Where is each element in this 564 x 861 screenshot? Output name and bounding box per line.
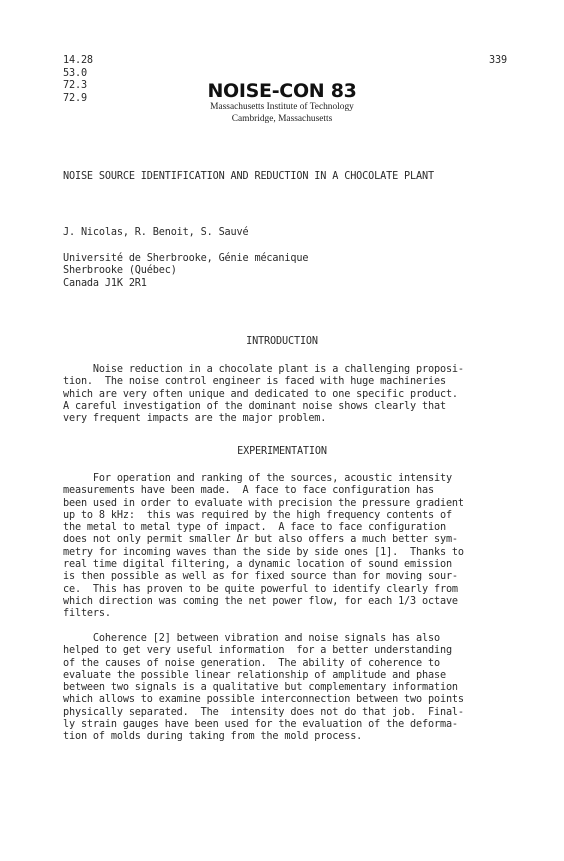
experimentation-paragraph-1 [63, 473, 513, 621]
paper-title: NOISE SOURCE IDENTIFICATION AND REDUCTION IN A CHOCOLATE PLANT [63, 171, 434, 182]
paper-authors: J. Nicolas, R. Benoit, S. Sauvé [63, 227, 249, 238]
class-code: 72.3 [63, 80, 87, 91]
text-line: ly strain gauges have been used for the evaluation of the deforma- [63, 719, 458, 731]
text-line: which direction was coming the net power flow, for each 1/3 octave [63, 595, 458, 607]
text-line: up to 8 kHz: this was required by the high frequency contents of [63, 509, 452, 521]
conference-location: Cambridge, Massachusetts [231, 113, 333, 124]
text-line: tion. The noise control engineer is faced with huge machineries [63, 376, 446, 388]
section-heading-introduction: INTRODUCTION [246, 336, 318, 347]
text-line: of the causes of noise generation. The ability of coherence to [63, 657, 440, 669]
conference-header [0, 80, 564, 125]
class-code: 14.28 [63, 55, 93, 66]
text-line: been used in order to evaluate with precision the pressure gradient [63, 497, 464, 509]
class-code: 72.9 [63, 92, 87, 104]
text-line: is then possible as well as for fixed source than for moving sour- [63, 571, 458, 583]
conference-institution: Massachusetts Institute of Technology [210, 102, 354, 112]
conference-title: NOISE-CON 83 [207, 80, 357, 102]
text-line: ce. This has proven to be quite powerful to identify clearly from [63, 583, 458, 595]
text-line: For operation and ranking of the sources, acoustic intensity [63, 473, 452, 484]
affiliation-line: Canada J1K 2R1 [63, 277, 147, 289]
experimentation-paragraph-2 [63, 633, 513, 744]
text-line: which are very often unique and dedicated to one specific product. [63, 388, 458, 400]
section-heading-experimentation: EXPERIMENTATION [237, 446, 327, 457]
text-line: filters. [63, 608, 111, 620]
text-line: tion of molds during taking from the mold process. [63, 731, 363, 743]
text-line: physically separated. The intensity does not do that job. Final- [63, 706, 464, 718]
affiliation-line: Sherbrooke (Québec) [63, 265, 177, 277]
text-line: measurements have been made. A face to face configuration has [63, 485, 434, 497]
text-line: A careful investigation of the dominant noise shows clearly that [63, 400, 446, 412]
text-line: helped to get very useful information for a better understanding [63, 645, 452, 657]
affiliation-line: Université de Sherbrooke, Génie mécanique [63, 253, 309, 264]
page-number: 339 [489, 55, 507, 66]
text-line: evaluate the possible linear relationship of amplitude and phase [63, 669, 446, 681]
text-line: very frequent impacts are the major problem. [63, 413, 327, 425]
text-line: which allows to examine possible interconnection between two points [63, 694, 464, 706]
text-line: between two signals is a qualitative but complementary information [63, 682, 458, 694]
text-line: Noise reduction in a chocolate plant is a challenging proposi- [63, 364, 464, 375]
introduction-paragraph [63, 364, 513, 425]
class-code: 53.0 [63, 67, 87, 79]
text-line: Coherence [2] between vibration and noise signals has also [63, 633, 440, 644]
author-affiliation [63, 253, 308, 290]
text-line: metry for incoming waves than the side by side ones [1]. Thanks to [63, 546, 464, 558]
text-line: the metal to metal type of impact. A face to face configuration [63, 522, 446, 534]
text-line: does not only permit smaller Δr but also offers a much better sym- [63, 534, 458, 546]
text-line: real time digital filtering, a dynamic location of sound emission [63, 559, 452, 571]
